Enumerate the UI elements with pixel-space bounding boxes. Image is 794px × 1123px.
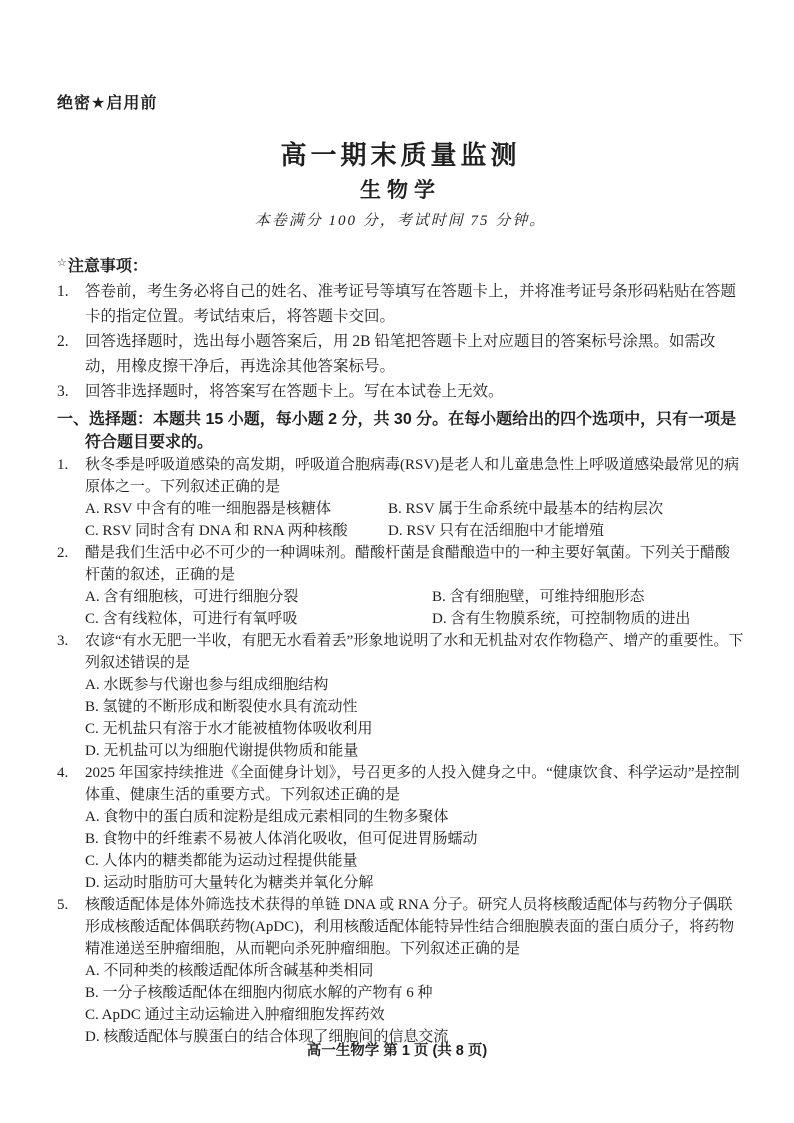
item-number: 2. bbox=[57, 333, 69, 350]
question-stem bbox=[57, 762, 744, 806]
option-d: D. 无机盐可以为细胞代谢提供物质和能量 bbox=[85, 743, 359, 759]
item-number: 3. bbox=[57, 383, 69, 400]
options-list bbox=[57, 960, 744, 1048]
question-stem bbox=[57, 894, 744, 960]
options-list bbox=[57, 806, 744, 894]
question-number: 4. bbox=[57, 765, 69, 781]
notice-section bbox=[57, 251, 744, 404]
option-c: C. 人体内的糖类都能为运动过程提供能量 bbox=[85, 853, 358, 869]
notice-item bbox=[57, 329, 744, 379]
question-2 bbox=[57, 542, 744, 630]
option-b: B. 一分子核酸适配体在细胞内彻底水解的产物有 6 种 bbox=[85, 985, 433, 1001]
item-text: 答卷前，考生务必将自己的姓名、准考证号等填写在答题卡上，并将准考证号条形码粘贴在答题卡的指定位置。考试结束后，将答题卡交回。 bbox=[85, 283, 737, 325]
option-c: C. RSV 同时含有 DNA 和 RNA 两种核酸 bbox=[85, 523, 348, 539]
option-c: C. 含有线粒体，可进行有氧呼吸 bbox=[85, 611, 298, 627]
option-b: B. 食物中的纤维素不易被人体消化吸收，但可促进胃肠蠕动 bbox=[85, 831, 478, 847]
item-text: 回答非选择题时，将答案写在答题卡上。写在本试卷上无效。 bbox=[85, 383, 504, 400]
section-heading: 一、选择题：本题共 15 小题，每小题 2 分，共 30 分。在每小题给出的四个选项中，只有一项是符合题目要求的。 bbox=[57, 411, 737, 451]
question-stem bbox=[57, 630, 744, 674]
option-d: D. 运动时脂肪可大量转化为糖类并氧化分解 bbox=[85, 875, 374, 891]
option-b: B. 氢键的不断形成和断裂使水具有流动性 bbox=[85, 699, 358, 715]
question-5 bbox=[57, 894, 744, 1048]
question-number: 5. bbox=[57, 897, 69, 913]
option-c: C. 无机盐只有溶于水才能被植物体吸收利用 bbox=[85, 721, 373, 737]
option-a: A. RSV 中含有的唯一细胞器是核糖体 bbox=[85, 501, 331, 517]
notice-item bbox=[57, 279, 744, 329]
classification-label: 绝密★启用前 bbox=[57, 95, 158, 112]
options-grid bbox=[57, 586, 744, 630]
option-a: A. 食物中的蛋白质和淀粉是组成元素相同的生物多聚体 bbox=[85, 809, 449, 825]
question-stem-text: 秋冬季是呼吸道感染的高发期，呼吸道合胞病毒(RSV)是老人和儿童患急性上呼吸道感染最常见的病原体之一。下列叙述正确的是 bbox=[85, 457, 740, 495]
option-a: A. 水既参与代谢也参与组成细胞结构 bbox=[85, 677, 329, 693]
question-4 bbox=[57, 762, 744, 894]
exam-title: 高一期末质量监测 bbox=[280, 141, 521, 170]
item-number: 1. bbox=[57, 283, 69, 300]
option-b: B. 含有细胞壁，可维持细胞形态 bbox=[432, 589, 645, 605]
option-a: A. 不同种类的核酸适配体所含碱基种类相同 bbox=[85, 963, 374, 979]
notice-heading bbox=[57, 251, 744, 279]
notice-item bbox=[57, 379, 744, 404]
question-1 bbox=[57, 454, 744, 542]
item-text: 回答选择题时，选出每小题答案后，用 2B 铅笔把答题卡上对应题目的答案标号涂黑。如需改动，用橡皮擦干净后，再选涂其他答案标号。 bbox=[85, 333, 716, 375]
question-number: 3. bbox=[57, 633, 69, 649]
question-3 bbox=[57, 630, 744, 762]
question-stem-text: 醋是我们生活中必不可少的一种调味剂。醋酸杆菌是食醋酿造中的一种主要好氧菌。下列关于醋酸杆菌的叙述，正确的是 bbox=[85, 545, 731, 583]
question-stem bbox=[57, 454, 744, 498]
exam-info: 本卷满分 100 分，考试时间 75 分钟。 bbox=[254, 213, 547, 229]
notice-heading-label: 注意事项： bbox=[67, 258, 148, 275]
option-a: A. 含有细胞核，可进行细胞分裂 bbox=[85, 589, 299, 605]
question-stem-text: 核酸适配体是体外筛选技术获得的单链 DNA 或 RNA 分子。研究人员将核酸适配体与药物分子偶联形成核酸适配体偶联药物(ApDC)，利用核酸适配体能特异性结合细胞膜表面的蛋白质分子，将药物精准递送至肿瘤细胞，从而靶向杀死肿瘤细胞。下列叙述正确的是 bbox=[85, 897, 735, 957]
options-grid bbox=[57, 498, 744, 542]
subject-title: 生物学 bbox=[360, 179, 441, 202]
question-stem bbox=[57, 542, 744, 586]
question-stem-text: 2025 年国家持续推进《全面健身计划》，号召更多的人投入健身之中。“健康饮食、科学运动”是控制体重、健康生活的重要方式。下列叙述正确的是 bbox=[85, 765, 740, 803]
option-d: D. RSV 只有在活细胞中才能增殖 bbox=[388, 523, 604, 539]
question-number: 2. bbox=[57, 545, 69, 561]
star-icon: ☆ bbox=[57, 257, 67, 269]
question-stem-text: 农谚“有水无肥一半收，有肥无水看着丢”形象地说明了水和无机盐对农作物稳产、增产的重要性。下列叙述错误的是 bbox=[85, 633, 744, 671]
option-b: B. RSV 属于生命系统中最基本的结构层次 bbox=[388, 501, 664, 517]
question-number: 1. bbox=[57, 457, 69, 473]
option-d: D. 含有生物膜系统，可控制物质的进出 bbox=[432, 611, 691, 627]
page-footer: 高一生物学 第 1 页 (共 8 页) bbox=[306, 1043, 488, 1059]
options-list bbox=[57, 674, 744, 762]
option-d: D. 核酸适配体与膜蛋白的结合体现了细胞间的信息交流 bbox=[85, 1029, 449, 1045]
option-c: C. ApDC 通过主动运输进入肿瘤细胞发挥药效 bbox=[85, 1007, 385, 1023]
